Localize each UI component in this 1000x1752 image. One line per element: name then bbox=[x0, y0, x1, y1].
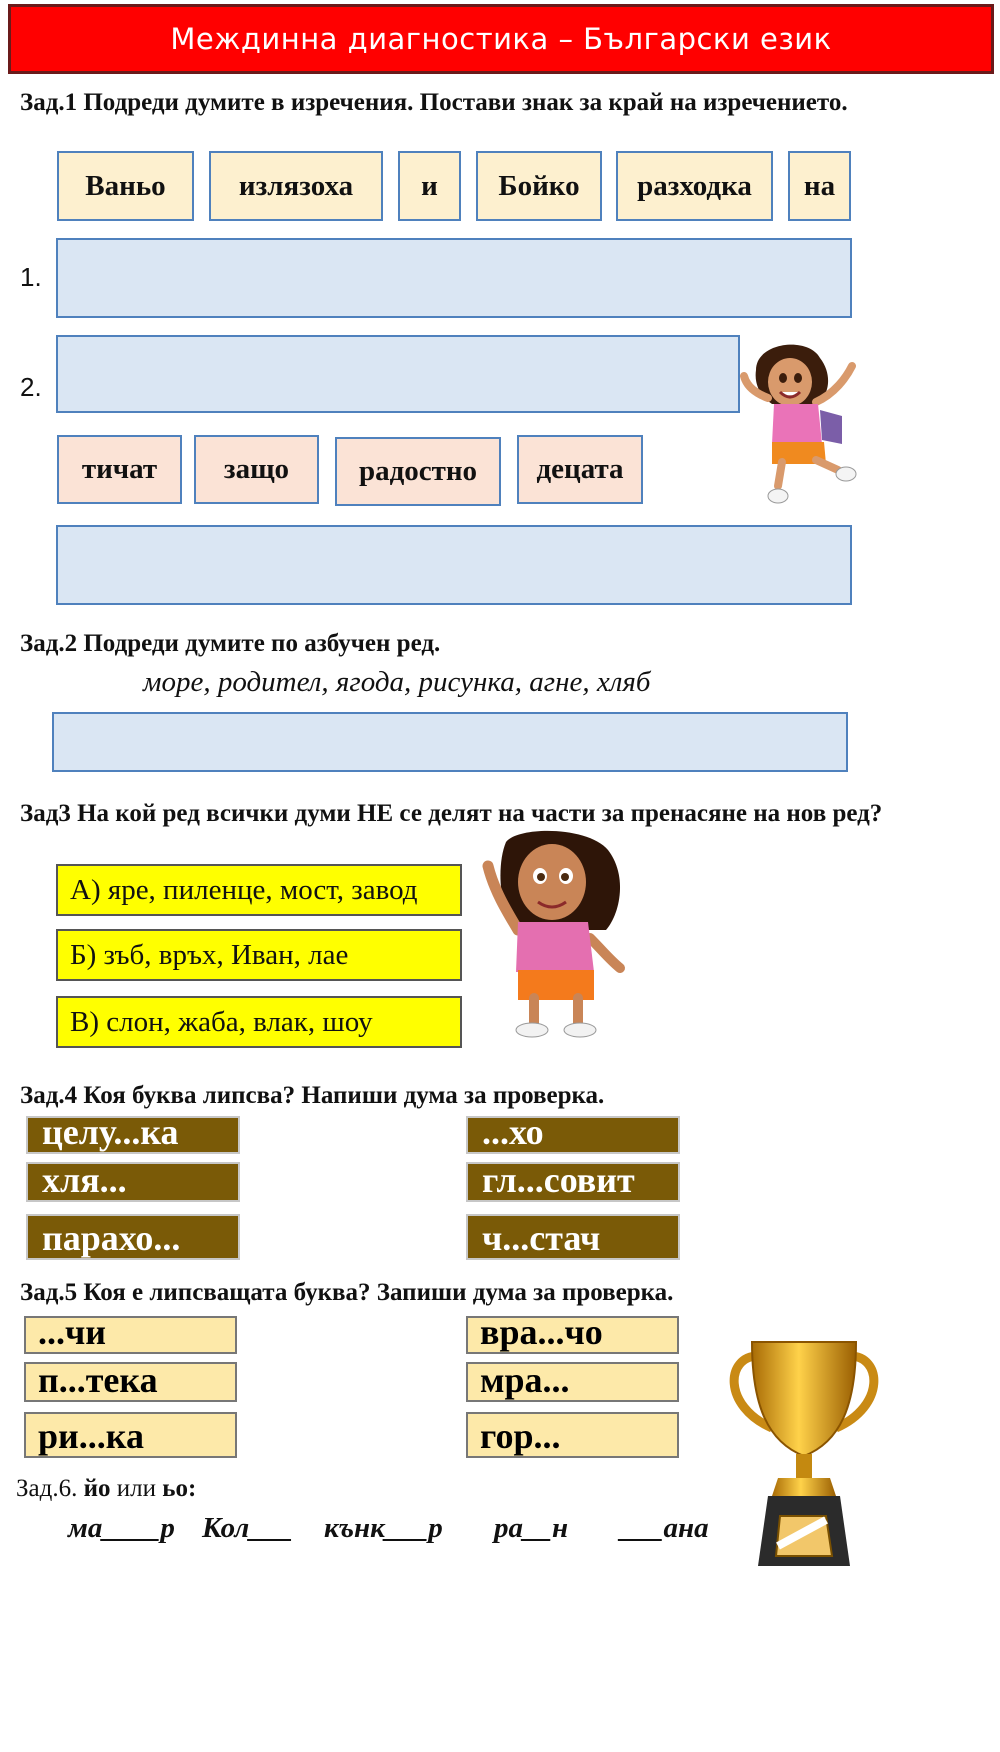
answer-field-alphabet[interactable] bbox=[52, 712, 848, 772]
word-tile[interactable]: тичат bbox=[57, 435, 182, 504]
word-card: ...чи bbox=[24, 1316, 237, 1354]
task6-bold-1: йо bbox=[83, 1475, 111, 1502]
task6-connector: или bbox=[116, 1475, 156, 1502]
word-card: ...хо bbox=[466, 1116, 680, 1154]
word-card: целу...ка bbox=[26, 1116, 240, 1154]
word-card: ри...ка bbox=[24, 1412, 237, 1458]
word-tile[interactable]: на bbox=[788, 151, 851, 221]
answer-field-2[interactable] bbox=[56, 335, 740, 413]
word-tile[interactable]: разходка bbox=[616, 151, 773, 221]
word-card: парахо... bbox=[26, 1214, 240, 1260]
task2-prompt: Зад.2 Подреди думите по азбучен ред. bbox=[20, 630, 441, 657]
word-tile[interactable]: радостно bbox=[335, 437, 501, 506]
word-tile[interactable]: Бойко bbox=[476, 151, 602, 221]
trophy-icon bbox=[722, 1336, 886, 1746]
task5-prompt: Зад.5 Коя е липсващата буква? Запиши дума за проверка. bbox=[20, 1279, 674, 1306]
fill-word[interactable]: кънк___р bbox=[324, 1512, 443, 1544]
fill-word[interactable]: ма____р bbox=[68, 1512, 175, 1544]
word-tile[interactable]: и bbox=[398, 151, 461, 221]
word-card: гл...совит bbox=[466, 1162, 680, 1202]
word-card: мра... bbox=[466, 1362, 679, 1402]
word-card: ч...стач bbox=[466, 1214, 680, 1260]
fill-word[interactable]: Кол___ bbox=[202, 1512, 293, 1544]
word-card: гор... bbox=[466, 1412, 679, 1458]
page-title: Междинна диагностика – Български език bbox=[8, 4, 994, 74]
girl-waving-icon bbox=[478, 830, 638, 1040]
task6-bold-2: ьо: bbox=[162, 1475, 197, 1502]
task4-prompt: Зад.4 Коя буква липсва? Напиши дума за проверка. bbox=[20, 1082, 605, 1109]
word-tile[interactable]: излязоха bbox=[209, 151, 383, 221]
line-number: 1. bbox=[20, 262, 42, 292]
answer-field-3[interactable] bbox=[56, 525, 852, 605]
option-c[interactable]: В) слон, жаба, влак, шоу bbox=[56, 996, 462, 1048]
task1-prompt: Зад.1 Подреди думите в изречения. Постави знак за край на изречението. bbox=[20, 89, 848, 116]
word-list: море, родител, ягода, рисунка, агне, хляб bbox=[143, 666, 651, 698]
answer-field-1[interactable] bbox=[56, 238, 852, 318]
option-a[interactable]: А) яре, пиленце, мост, завод bbox=[56, 864, 462, 916]
line-number: 2. bbox=[20, 372, 42, 402]
girl-jumping-icon bbox=[738, 336, 870, 512]
word-card: хля... bbox=[26, 1162, 240, 1202]
task6-label: Зад.6. bbox=[16, 1475, 78, 1502]
word-tile[interactable]: защо bbox=[194, 435, 319, 504]
word-card: п...тека bbox=[24, 1362, 237, 1402]
fill-word[interactable]: ___ана bbox=[620, 1512, 709, 1544]
word-card: вра...чо bbox=[466, 1316, 679, 1354]
option-b[interactable]: Б) зъб, връх, Иван, лае bbox=[56, 929, 462, 981]
word-tile[interactable]: Ваньо bbox=[57, 151, 194, 221]
fill-word[interactable]: ра__н bbox=[494, 1512, 569, 1544]
task3-prompt: Зад3 На кой ред всички думи НЕ се делят на части за пренасяне на нов ред? bbox=[20, 800, 883, 827]
word-tile[interactable]: децата bbox=[517, 435, 643, 504]
